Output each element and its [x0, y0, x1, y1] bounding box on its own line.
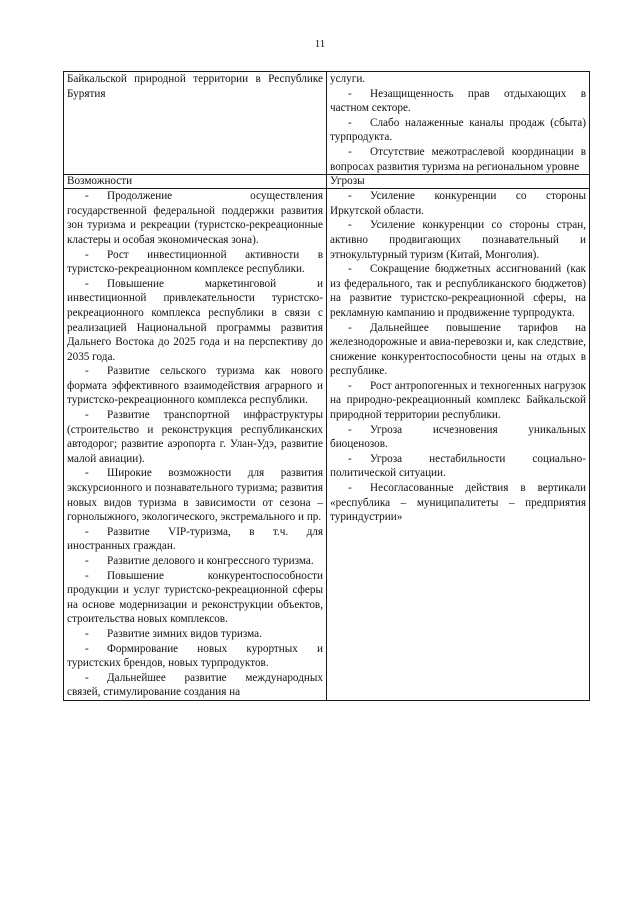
table-header-row	[64, 175, 590, 189]
list-item: - Развитие зимних видов туризма.	[85, 627, 262, 640]
header-opportunities: Возможности	[64, 175, 327, 189]
list-item: - Слабо налаженные каналы продаж (сбыта) турпродукта.	[330, 116, 586, 144]
cell-continuation-left	[64, 72, 327, 175]
header-threats: Угрозы	[327, 175, 590, 189]
threats-cell	[327, 189, 590, 701]
list-item: - Формирование новых курортных и туристских брендов, новых турпродуктов.	[67, 642, 323, 670]
bullet-dash: -	[348, 116, 352, 129]
list-item: - Дальнейшее развитие международных связей, стимулирование создания на	[67, 671, 323, 699]
page-number: 11	[314, 38, 326, 50]
list-item: - Развитие делового и конгрессного туризма.	[85, 555, 314, 567]
list-item: - Повышение конкурентоспособности продукции и услуг туристско-рекреационной сферы на основе модернизации и реконструкции объектов, строительства новых комплексов.	[67, 569, 323, 626]
list-item: - Незащищенность прав отдыхающих в частном секторе.	[330, 87, 586, 115]
list-item: - Усиление конкуренции со стороны Иркутской области.	[330, 190, 586, 217]
bullet-dash: -	[348, 87, 352, 100]
swot-table	[63, 71, 590, 701]
list-item: - Угроза исчезновения уникальных биоценозов.	[330, 423, 586, 451]
table-row-continuation	[64, 72, 590, 175]
table-row-content	[64, 189, 590, 701]
list-item: - Широкие возможности для развития экскурсионного и познавательного туризма; развития новых видов туризма в зависимости от сезона – горнолыжного, экологического, экстремального и пр.	[67, 467, 323, 524]
list-item: - Повышение маркетинговой и инвестиционной привлекательности туристско-рекреационного комплекса республики в связи с реализацией Национальной программы развития Дальнего Востока до 2025 года и на перспективу до 2035 года.	[67, 277, 323, 363]
list-item: - Рост антропогенных и техногенных нагрузок на природно-рекреационный комплекс Байкальской природной территории республики.	[330, 379, 586, 422]
list-item: - Рост инвестиционной активности в туристско-рекреационном комплексе республики.	[67, 248, 323, 276]
list-item: - Усиление конкуренции со стороны стран, активно продвигающих познавательный и этнокультурный туризм (Китай, Монголия).	[330, 219, 586, 261]
list-item: - Сокращение бюджетных ассигнований (как из федерального, так и республиканского бюджетов) на развитие туристско-рекреационной сферы, на рекламную кампанию и продвижение турпродукта.	[330, 263, 586, 319]
list-item: - Развитие VIP-туризма, в т.ч. для иностранных граждан.	[67, 525, 323, 553]
cell-continuation-right	[327, 72, 590, 175]
list-item: - Развитие транспортной инфраструктуры (строительство и реконструкция республиканских автодорог; развитие аэропорта г. Улан-Удэ, развитие малой авиации).	[67, 409, 323, 465]
continuation-left-text: Байкальской природной территории в Республике Бурятия	[67, 73, 323, 100]
list-item: - Несогласованные действия в вертикали «республика – муниципалитеты – предприятия туриндустрии»	[330, 482, 586, 524]
list-item: - Продолжение осуществления государственной федеральной поддержки развития зон туризма и рекреации (туристско-рекреационные кластеры и особая экономическая зона).	[67, 190, 323, 246]
list-item: услуги.	[330, 73, 366, 85]
list-item: - Развитие сельского туризма как нового формата эффективного взаимодействия аграрного и туристско-рекреационного комплекса республики.	[67, 365, 323, 407]
list-item: - Отсутствие межотраслевой координации в вопросах развития туризма на региональном уровне	[330, 145, 586, 173]
list-item: - Угроза нестабильности социально-политической ситуации.	[330, 452, 586, 480]
opportunities-cell	[64, 189, 327, 701]
bullet-dash: -	[348, 145, 352, 158]
list-item: - Дальнейшее повышение тарифов на железнодорожные и авиа-перевозки и, как следствие, снижение конкурентоспособности цены на отдых в республике.	[330, 321, 586, 378]
